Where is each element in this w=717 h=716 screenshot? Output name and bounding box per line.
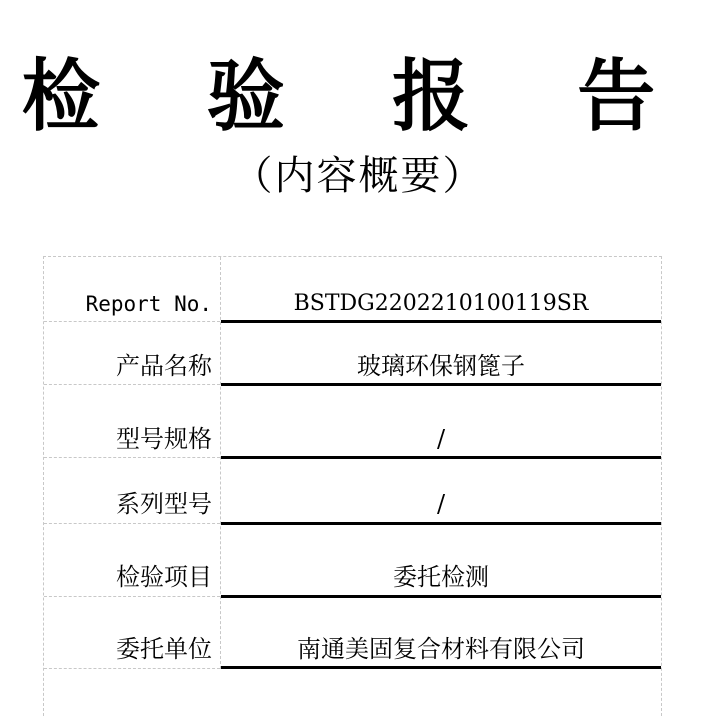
- report-no-value: BSTDG2202210100119SR: [293, 291, 589, 316]
- row-separator: [44, 457, 220, 458]
- product-name-value: 玻璃环保钢篦子: [357, 352, 525, 380]
- client-value: 南通美固复合材料有限公司: [297, 635, 585, 663]
- product-name-underline: [221, 383, 661, 386]
- inspection-item-value: 委托检测: [393, 563, 489, 591]
- report-no-underline: [221, 320, 661, 323]
- row-separator: [44, 384, 220, 385]
- model-spec-underline: [221, 456, 661, 459]
- inspection-item-label: 检验项目: [116, 563, 212, 591]
- row-separator: [44, 321, 220, 322]
- row-separator: [44, 523, 220, 524]
- client-underline: [221, 666, 661, 669]
- model-spec-value: /: [436, 425, 446, 453]
- product-name-label: 产品名称: [116, 352, 212, 380]
- model-spec-label: 型号规格: [116, 425, 212, 453]
- report-summary-table: [43, 256, 662, 716]
- report-title: 检 验 报 告: [21, 51, 696, 142]
- series-model-value: /: [436, 490, 446, 518]
- inspection-item-underline: [221, 595, 661, 598]
- report-subtitle: （内容概要）: [232, 153, 485, 199]
- series-model-label: 系列型号: [116, 490, 212, 518]
- client-label: 委托单位: [116, 635, 212, 663]
- row-separator: [44, 668, 220, 669]
- series-model-underline: [221, 522, 661, 525]
- report-no-label: Report No.: [85, 292, 212, 316]
- row-separator: [44, 596, 220, 597]
